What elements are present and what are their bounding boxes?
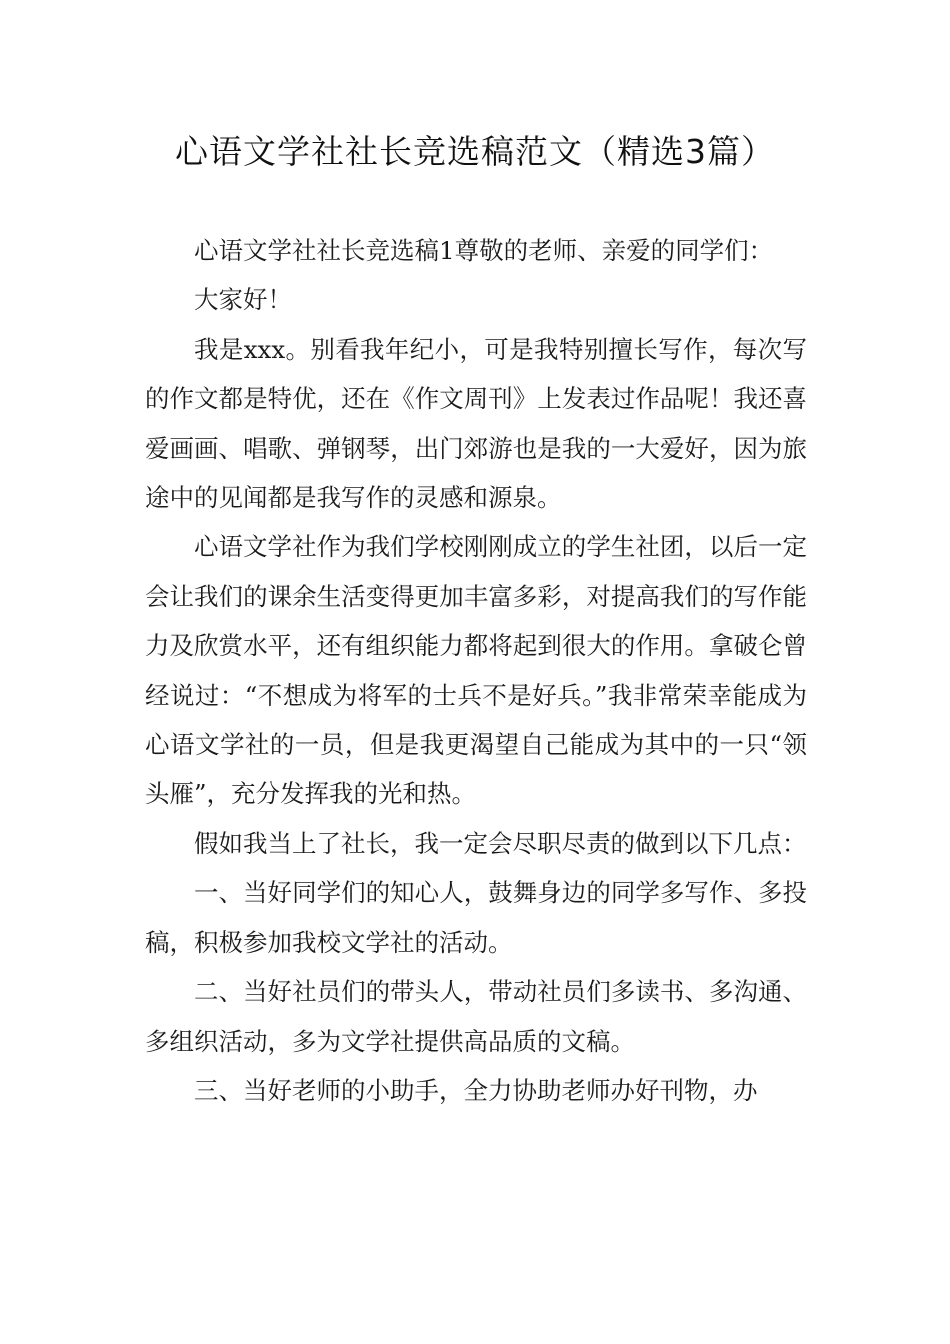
paragraph-pledge-two: 二、当好社员们的带头人，带动社员们多读书、多沟通、多组织活动，多为文学社提供高品质的文稿。	[145, 977, 807, 1056]
paragraph-greeting: 大家好！	[194, 285, 292, 315]
paragraph-pledge-intro: 假如我当上了社长，我一定会尽职尽责的做到以下几点：	[194, 828, 807, 858]
paragraph-pledge-one: 一、当好同学们的知心人，鼓舞身边的同学多写作、多投稿，积极参加我校文学社的活动。	[145, 878, 807, 957]
paragraph-club-purpose: 心语文学社作为我们学校刚刚成立的学生社团，以后一定会让我们的课余生活变得更加丰富多彩，对提高我们的写作能力及欣赏水平，还有组织能力都将起到很大的作用。拿破仑曾经说过：“不想成为将军的士兵不是好兵。”我非常荣幸能成为心语文学社的一员，但是我更渴望自己能成为其中的一只“领头雁”，充分发挥我的光和热。	[145, 532, 807, 809]
paragraph-salutation: 心语文学社社长竞选稿1尊敬的老师、亲爱的同学们：	[194, 236, 774, 265]
paragraph-pledge-three: 三、当好老师的小助手，全力协助老师办好刊物，办	[194, 1075, 758, 1105]
paragraph-introduction: 我是xxx。别看我年纪小，可是我特别擅长写作，每次写的作文都是特优，还在《作文周刊》上发表过作品呢！我还喜爱画画、唱歌、弹钢琴，出门郊游也是我的一大爱好，因为旅途中的见闻都是我写作的灵感和源泉。	[145, 334, 807, 513]
document-title: 心语文学社社长竞选稿范文（精选3篇）	[175, 132, 775, 171]
document-body	[145, 226, 807, 1115]
